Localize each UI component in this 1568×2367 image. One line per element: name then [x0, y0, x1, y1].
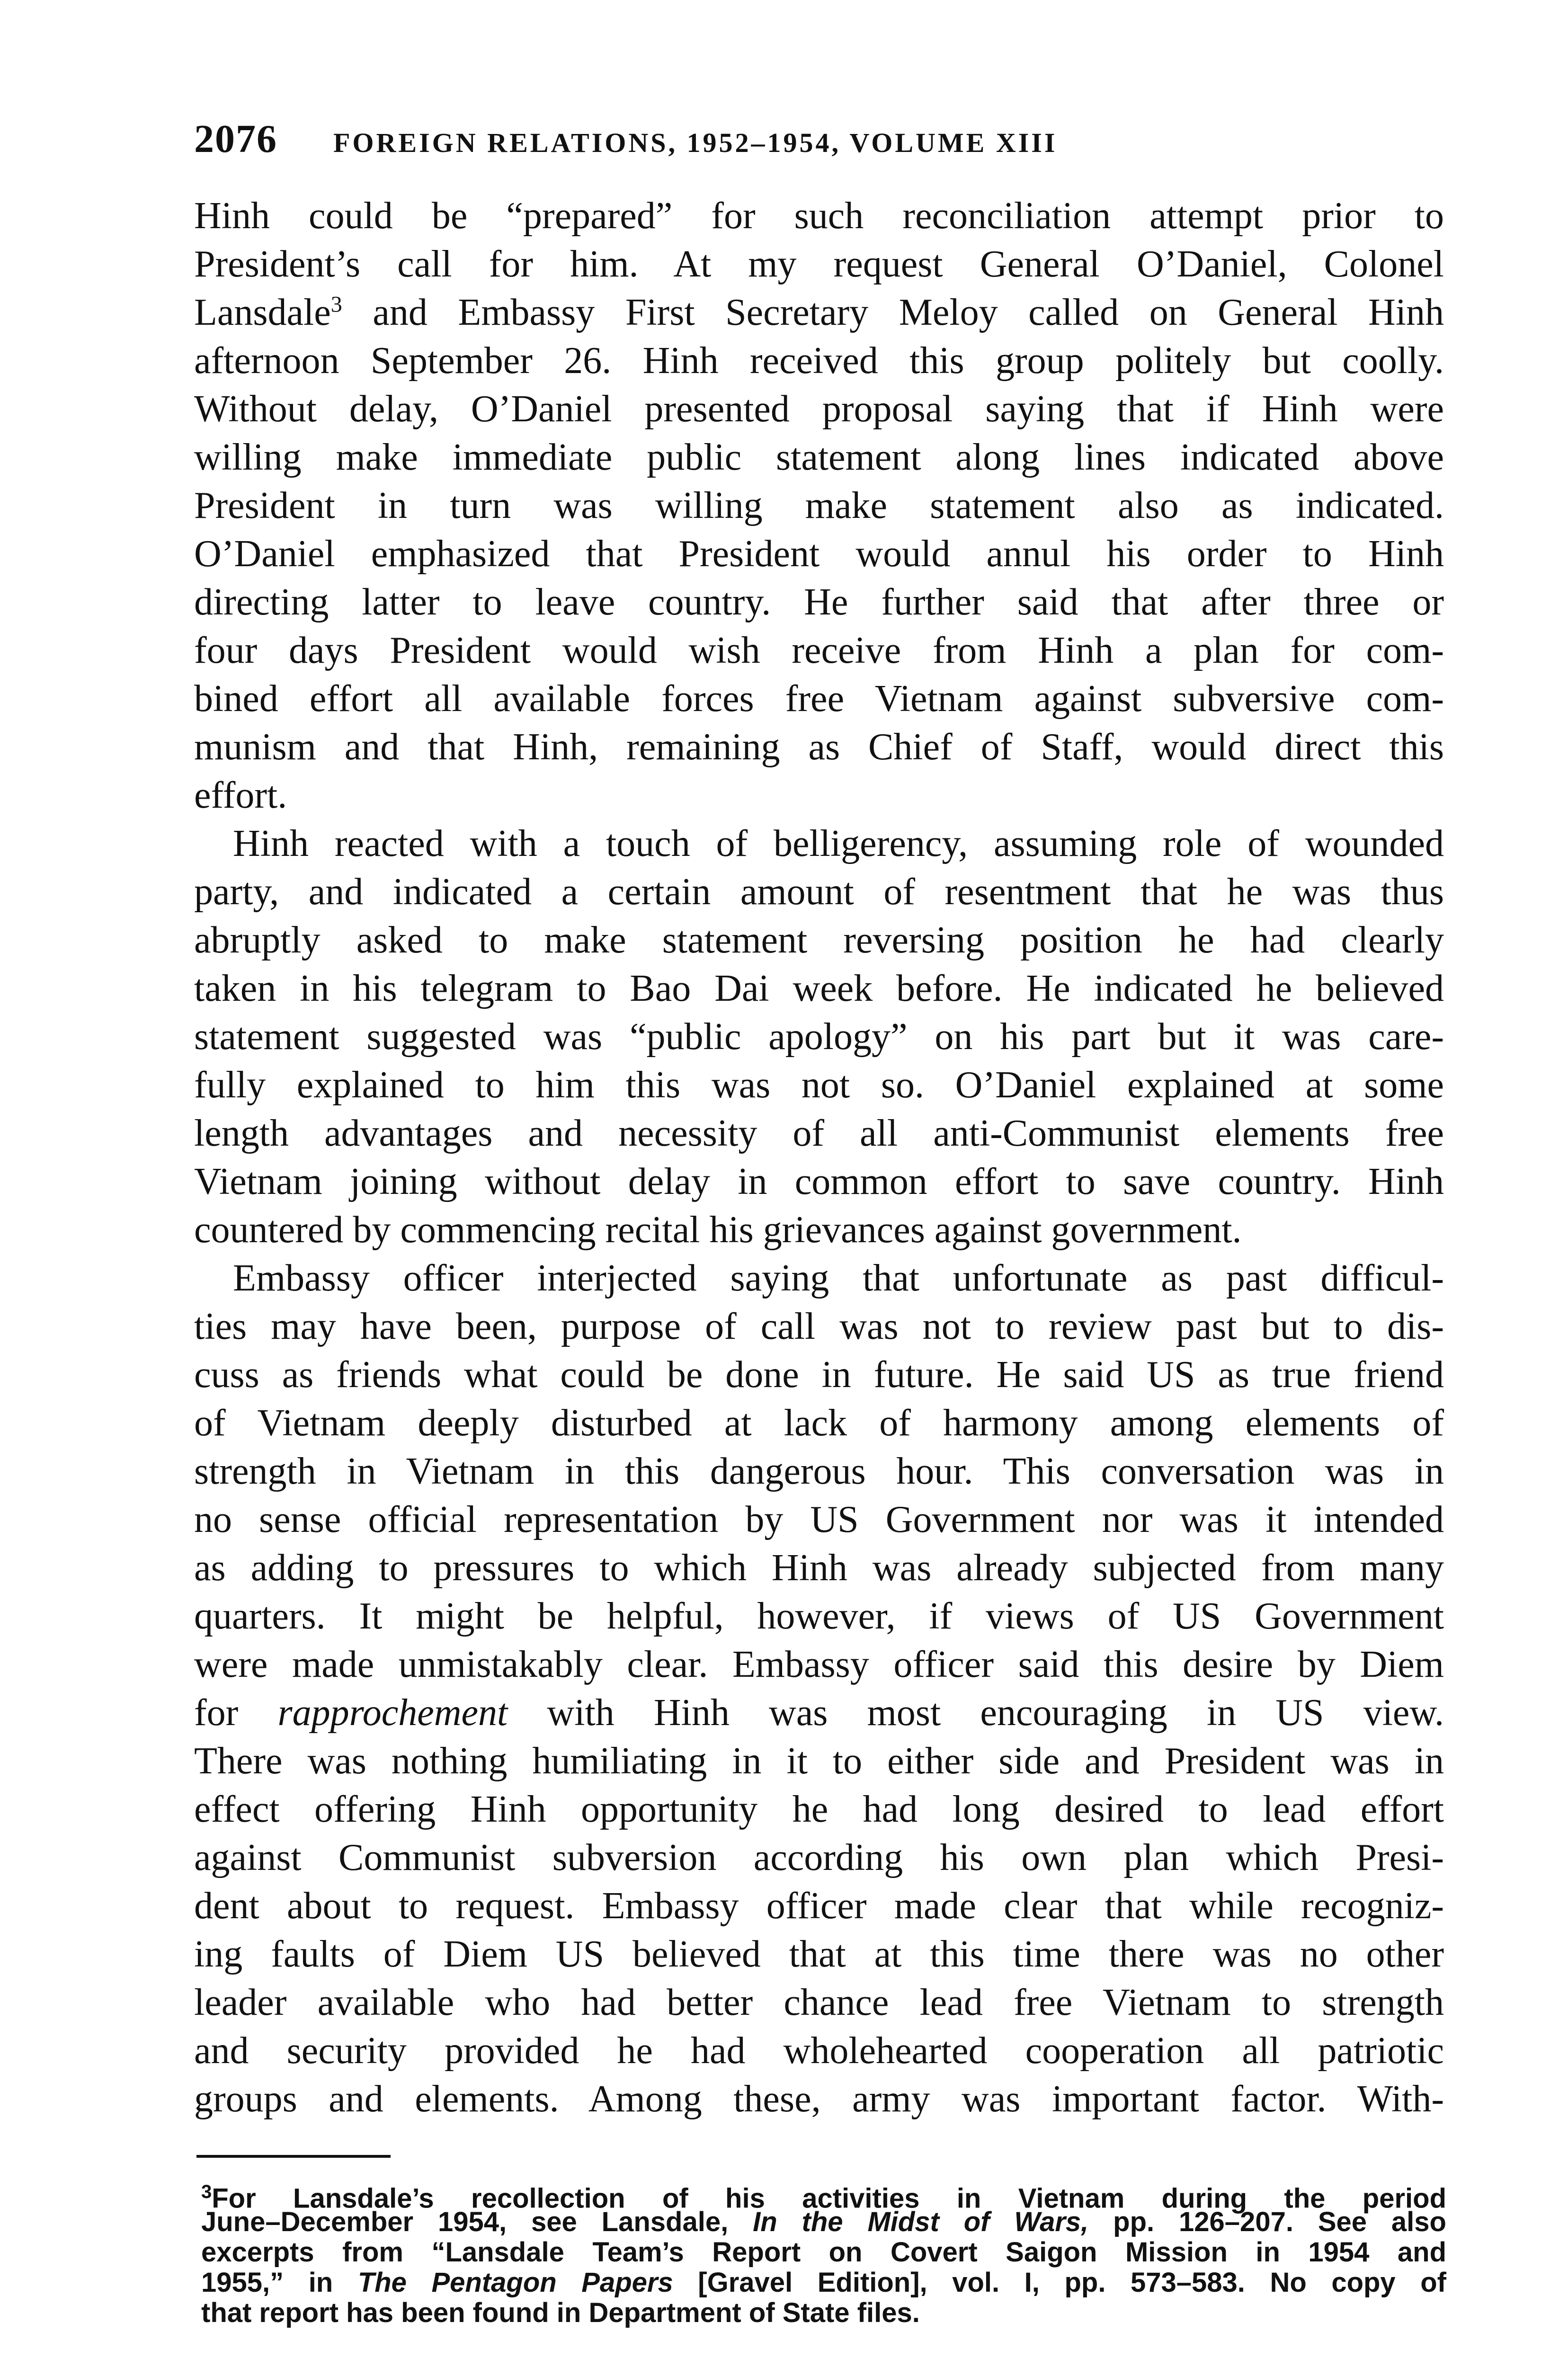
footnote-line	[201, 2207, 1446, 2237]
text-fragment: [Gravel Edition], vol. I, pp. 573–583. No copy of	[698, 2267, 1446, 2298]
text-line: quarters. It might be helpful, however, if views of US Government	[194, 1595, 1444, 1637]
text-line: effect offering Hinh opportunity he had long desired to lead effort	[194, 1789, 1444, 1830]
text-line: statement suggested was “public apology” on his part but it was care-	[194, 1016, 1444, 1058]
text-line	[194, 288, 1444, 337]
text-fragment: with Hinh was most encouraging in US view.	[547, 1692, 1444, 1734]
text-line: effort.	[194, 774, 287, 816]
text-line: of Vietnam deeply disturbed at lack of harmony among elements of	[194, 1402, 1444, 1444]
text-fragment: June–December 1954, see Lansdale,	[201, 2207, 729, 2237]
text-line: length advantages and necessity of all anti-Communist elements free	[194, 1112, 1444, 1154]
text-line: leader available who had better chance lead free Vietnam to strength	[194, 1982, 1444, 2023]
text-line: willing make immediate public statement along lines indicated above	[194, 436, 1444, 478]
text-line: no sense official representation by US Government nor was it intended	[194, 1499, 1444, 1540]
text-line: were made unmistakably clear. Embassy officer said this desire by Diem	[194, 1644, 1444, 1685]
text-line: Embassy officer interjected saying that unfortunate as past difficul-	[233, 1257, 1444, 1299]
page-number: 2076	[194, 117, 277, 161]
text-line: countered by commencing recital his grievances against government.	[194, 1209, 1242, 1251]
footnote-line: that report has been found in Department of State files.	[201, 2297, 920, 2328]
text-line: munism and that Hinh, remaining as Chief of Staff, would direct this	[194, 726, 1444, 768]
running-head	[194, 116, 1444, 162]
footnote-line	[201, 2177, 1446, 2214]
footnote	[201, 2177, 1446, 2328]
text-line: abruptly asked to make statement reversing position he had clearly	[194, 919, 1444, 961]
footnote-line	[201, 2268, 1446, 2298]
text-line: ing faults of Diem US believed that at this time there was no other	[194, 1933, 1444, 1975]
text-line: four days President would wish receive from Hinh a plan for com-	[194, 630, 1444, 671]
text-line: ties may have been, purpose of call was not to review past but to dis-	[194, 1306, 1444, 1347]
text-line: taken in his telegram to Bao Dai week before. He indicated he believed	[194, 968, 1444, 1009]
text-line: cuss as friends what could be done in future. He said US as true friend	[194, 1354, 1444, 1396]
body-text	[194, 192, 1444, 2123]
text-fragment: pp. 126–207. See also	[1113, 2207, 1446, 2237]
text-line: Vietnam joining without delay in common effort to save country. Hinh	[194, 1161, 1444, 1202]
footnote-divider	[196, 2155, 391, 2158]
text-line: Hinh could be “prepared” for such reconciliation attempt prior to	[194, 195, 1444, 237]
text-line: President’s call for him. At my request General O’Daniel, Colonel	[194, 243, 1444, 285]
text-line: dent about to request. Embassy officer made clear that while recogniz-	[194, 1885, 1444, 1927]
text-line: strength in Vietnam in this dangerous hour. This conversation was in	[194, 1450, 1444, 1492]
footnote-reference: 3	[330, 292, 342, 317]
text-fragment: 1955,” in	[201, 2267, 333, 2298]
text-line: bined effort all available forces free Vietnam against subversive com-	[194, 678, 1444, 720]
text-line: O’Daniel emphasized that President would annul his order to Hinh	[194, 533, 1444, 575]
text-line: fully explained to him this was not so. O’Daniel explained at some	[194, 1064, 1444, 1106]
italic-title: In the Midst of Wars,	[753, 2207, 1089, 2237]
text-line	[194, 1689, 1444, 1737]
text-line: groups and elements. Among these, army was important factor. With-	[194, 2078, 1444, 2120]
volume-title: FOREIGN RELATIONS, 1952–1954, VOLUME XIII	[333, 127, 1058, 158]
footnote-marker: 3	[201, 2181, 212, 2202]
text-fragment: Lansdale	[194, 292, 331, 333]
text-fragment: For Lansdale’s recollection of his activities in Vietnam during the period	[212, 2183, 1446, 2214]
text-line: and security provided he had wholehearted cooperation all patriotic	[194, 2030, 1444, 2072]
text-fragment: for	[194, 1692, 239, 1734]
text-line: party, and indicated a certain amount of resentment that he was thus	[194, 871, 1444, 913]
text-line: Without delay, O’Daniel presented proposal saying that if Hinh were	[194, 388, 1444, 430]
text-line: afternoon September 26. Hinh received this group politely but coolly.	[194, 340, 1444, 382]
text-line: Hinh reacted with a touch of belligerency, assuming role of wounded	[233, 823, 1444, 864]
footnote-line: excerpts from “Lansdale Team’s Report on Covert Saigon Mission in 1954 and	[201, 2237, 1446, 2268]
italic-term: rapprochement	[277, 1692, 508, 1734]
text-line: President in turn was willing make statement also as indicated.	[194, 485, 1444, 526]
text-line: directing latter to leave country. He further said that after three or	[194, 581, 1444, 623]
text-fragment: and Embassy First Secretary Meloy called on General Hinh	[373, 292, 1444, 333]
italic-title: The Pentagon Papers	[357, 2267, 673, 2298]
text-line: against Communist subversion according his own plan which Presi-	[194, 1837, 1444, 1878]
text-line: There was nothing humiliating in it to either side and President was in	[194, 1740, 1444, 1782]
text-line: as adding to pressures to which Hinh was already subjected from many	[194, 1547, 1444, 1589]
